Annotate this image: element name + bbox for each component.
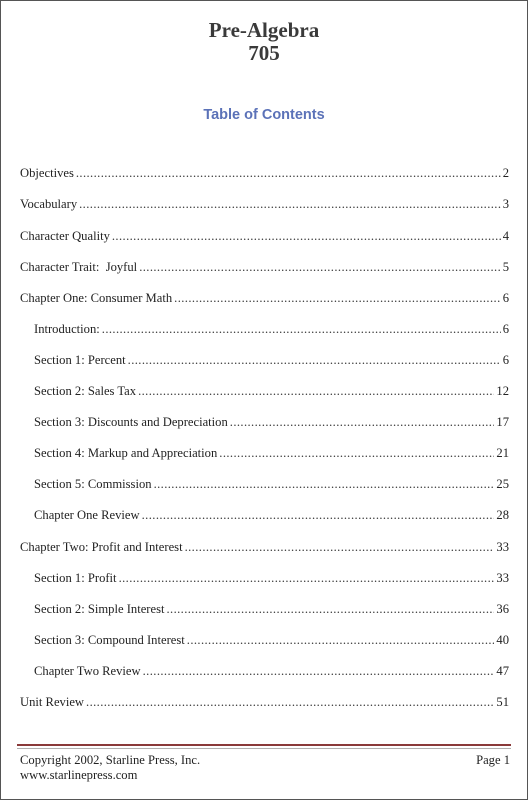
footer-rule-primary (17, 744, 511, 746)
toc-entry-introduction[interactable] (34, 320, 509, 338)
toc-entry-page: 28 (496, 508, 509, 522)
toc-entry-character-trait[interactable] (20, 258, 509, 276)
toc-entry-page: 4 (502, 229, 509, 243)
dot-leader (76, 164, 501, 182)
toc-entry-label: Section 2: Simple Interest (34, 602, 165, 616)
toc-entry-label: Chapter One: Consumer Math (20, 291, 173, 305)
dot-leader (154, 475, 495, 493)
dot-leader (128, 351, 501, 369)
dot-leader (230, 413, 495, 431)
toc-entry-ch2-section-2[interactable] (34, 600, 509, 618)
toc-entry-unit-review[interactable] (20, 693, 509, 711)
toc-entry-page: 12 (496, 384, 509, 398)
toc-entry-vocabulary[interactable] (20, 195, 509, 213)
toc-entry-label: Character Trait: Joyful (20, 260, 138, 274)
dot-leader (112, 227, 501, 245)
footer-left (20, 753, 200, 783)
copyright-text: Copyright 2002, Starline Press, Inc. (20, 753, 201, 767)
dot-leader (119, 569, 495, 587)
toc-entry-character-quality[interactable] (20, 227, 509, 245)
toc-entry-page: 40 (496, 633, 509, 647)
toc-entry-ch1-section-4[interactable] (34, 444, 509, 462)
toc-entry-label: Chapter Two: Profit and Interest (20, 540, 183, 554)
toc-entry-page: 47 (496, 664, 509, 678)
toc-entry-label: Section 3: Discounts and Depreciation (34, 415, 228, 429)
toc-entry-label: Section 2: Sales Tax (34, 384, 137, 398)
page-number: Page 1 (476, 753, 510, 767)
toc-entry-page: 5 (502, 260, 509, 274)
toc-entry-label: Objectives (20, 166, 74, 180)
toc-entry-ch1-section-2[interactable] (34, 382, 509, 400)
dot-leader (102, 320, 501, 338)
toc-entry-label: Section 5: Commission (34, 477, 152, 491)
toc-entry-chapter-two[interactable] (20, 538, 509, 556)
toc-entry-ch1-section-5[interactable] (34, 475, 509, 493)
dot-leader (139, 258, 501, 276)
toc-entry-label: Section 3: Compound Interest (34, 633, 185, 647)
document-subtitle-number: 705 (248, 41, 280, 65)
dot-leader (219, 444, 494, 462)
dot-leader (142, 506, 495, 524)
toc-entry-label: Section 4: Markup and Appreciation (34, 446, 218, 460)
toc-entry-chapter-one[interactable] (20, 289, 509, 307)
toc-entry-page: 2 (502, 166, 509, 180)
toc-entry-ch2-section-1[interactable] (34, 569, 509, 587)
footer-rule-secondary (17, 748, 511, 749)
toc-entry-ch1-section-1[interactable] (34, 351, 509, 369)
toc-heading: Table of Contents (203, 107, 325, 123)
toc-entry-label: Chapter One Review (34, 508, 140, 522)
toc-entry-page: 3 (502, 197, 509, 211)
toc-entry-page: 33 (496, 571, 509, 585)
toc-entry-ch1-section-3[interactable] (34, 413, 509, 431)
toc-entry-page: 6 (502, 322, 509, 336)
toc-entry-page: 51 (496, 695, 509, 709)
website-link[interactable]: www.starlinepress.com (20, 768, 138, 782)
dot-leader (79, 195, 501, 213)
toc-entry-objectives[interactable] (20, 164, 509, 182)
toc-entry-page: 33 (496, 540, 509, 554)
toc-entry-label: Chapter Two Review (34, 664, 141, 678)
toc-entry-label: Introduction: (34, 322, 100, 336)
toc-entry-ch2-section-3[interactable] (34, 631, 509, 649)
dot-leader (138, 382, 494, 400)
dot-leader (185, 538, 495, 556)
toc-entry-label: Character Quality (20, 229, 110, 243)
toc-entry-page: 6 (502, 353, 509, 367)
dot-leader (143, 662, 495, 680)
document-title: Pre-Algebra (208, 18, 320, 42)
toc-entry-page: 36 (496, 602, 509, 616)
toc-entry-label: Section 1: Percent (34, 353, 126, 367)
dot-leader (166, 600, 494, 618)
toc-entry-chapter-one-review[interactable] (34, 506, 509, 524)
toc-entry-label: Vocabulary (20, 197, 78, 211)
dot-leader (174, 289, 501, 307)
toc-entry-page: 17 (496, 415, 509, 429)
toc-entry-chapter-two-review[interactable] (34, 662, 509, 680)
toc-entry-label: Section 1: Profit (34, 571, 117, 585)
toc-entry-page: 25 (496, 477, 509, 491)
dot-leader (86, 693, 494, 711)
toc-entry-page: 21 (496, 446, 509, 460)
dot-leader (187, 631, 495, 649)
toc-entry-page: 6 (502, 291, 509, 305)
toc-entry-label: Unit Review (20, 695, 85, 709)
